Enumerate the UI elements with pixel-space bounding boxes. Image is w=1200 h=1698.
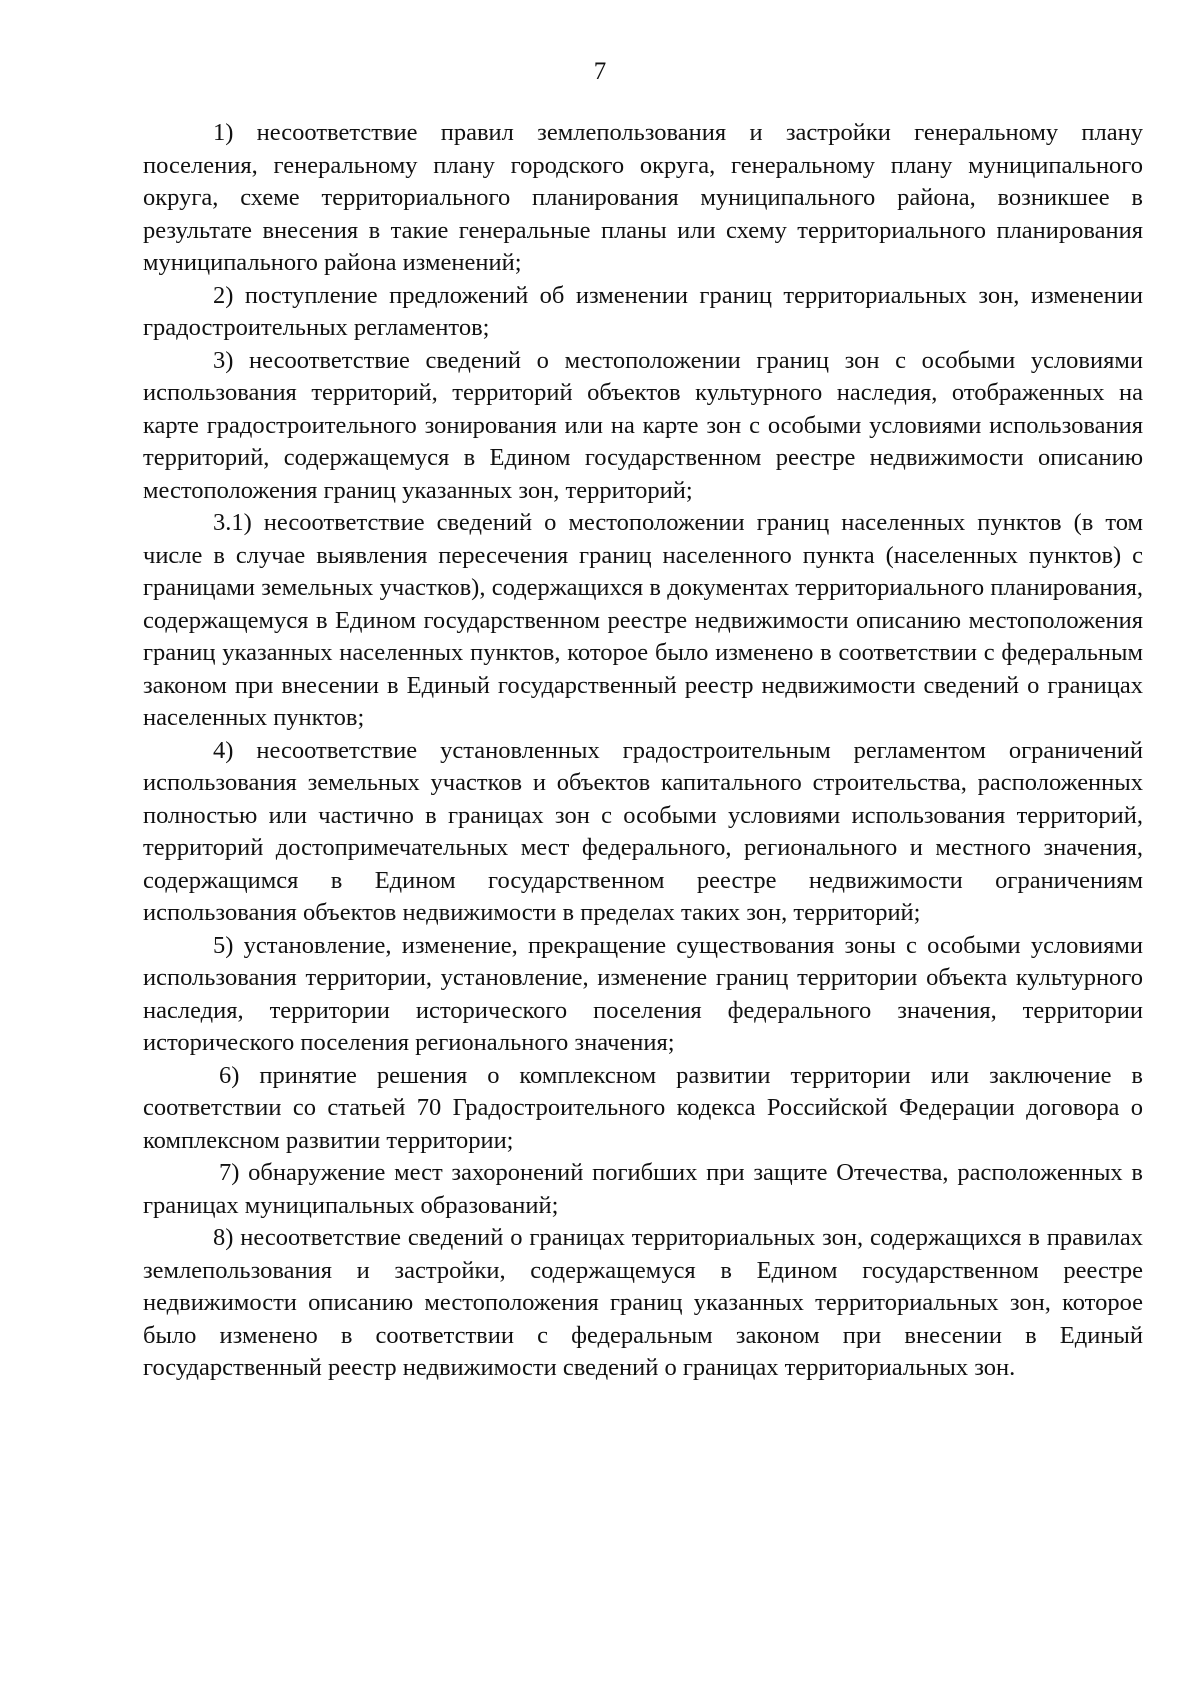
paragraph-item-4: 4) несоответствие установленных градостроительным регламентом ограничений использования земельных участков и объектов капитального строительства, расположенных полностью или частично в границах зон с особыми условиями использования территорий, территорий достопримечательных мест федерального, регионального и местного значения, содержащимся в Едином государственном реестре недвижимости ограничениям использования объектов недвижимости в пределах таких зон, территорий; bbox=[143, 736, 1143, 926]
paragraph-item-6: 6) принятие решения о комплексном развитии территории или заключение в соответствии со статьей 70 Градостроительного кодекса Российской Федерации договора о комплексном развитии территории; bbox=[143, 1061, 1143, 1154]
paragraph-item-3: 3) несоответствие сведений о местоположении границ зон с особыми условиями использования территорий, территорий объектов культурного наследия, отображенных на карте градостроительного зонирования или на карте зон с особыми условиями использования территорий, содержащемуся в Едином государственном реестре недвижимости описанию местоположения границ указанных зон, территорий; bbox=[143, 346, 1143, 504]
document-body bbox=[143, 117, 1143, 1385]
paragraph-item-8: 8) несоответствие сведений о границах территориальных зон, содержащихся в правилах землепользования и застройки, содержащемуся в Едином государственном реестре недвижимости описанию местоположения границ указанных территориальных зон, которое было изменено в соответствии с федеральным законом при внесении в Единый государственный реестр недвижимости сведений о границах территориальных зон. bbox=[143, 1224, 1143, 1381]
paragraph-item-2: 2) поступление предложений об изменении границ территориальных зон, изменении градостроительных регламентов; bbox=[143, 281, 1143, 341]
paragraph-item-1: 1) несоответствие правил землепользования и застройки генеральному плану поселения, генеральному плану городского округа, генеральному плану муниципального округа, схеме территориального планирования муниципального района, возникшее в результате внесения в такие генеральные планы или схему территориального планирования муниципального района изменений; bbox=[143, 119, 1143, 276]
paragraph-item-5: 5) установление, изменение, прекращение существования зоны с особыми условиями использования территории, установление, изменение границ территории объекта культурного наследия, территории исторического поселения федерального значения, территории исторического поселения регионального значения; bbox=[143, 931, 1143, 1056]
paragraph-item-3-1: 3.1) несоответствие сведений о местоположении границ населенных пунктов (в том числе в случае выявления пересечения границ населенного пункта (населенных пунктов) с границами земельных участков), содержащихся в документах территориального планирования, содержащемуся в Едином государственном реестре недвижимости описанию местоположения границ указанных населенных пунктов, которое было изменено в соответствии с федеральным законом при внесении в Единый государственный реестр недвижимости сведений о границах населенных пунктов; bbox=[143, 509, 1143, 731]
paragraph-item-7: 7) обнаружение мест захоронений погибших при защите Отечества, расположенных в границах муниципальных образований; bbox=[143, 1159, 1143, 1219]
page-number: 7 bbox=[593, 58, 607, 85]
